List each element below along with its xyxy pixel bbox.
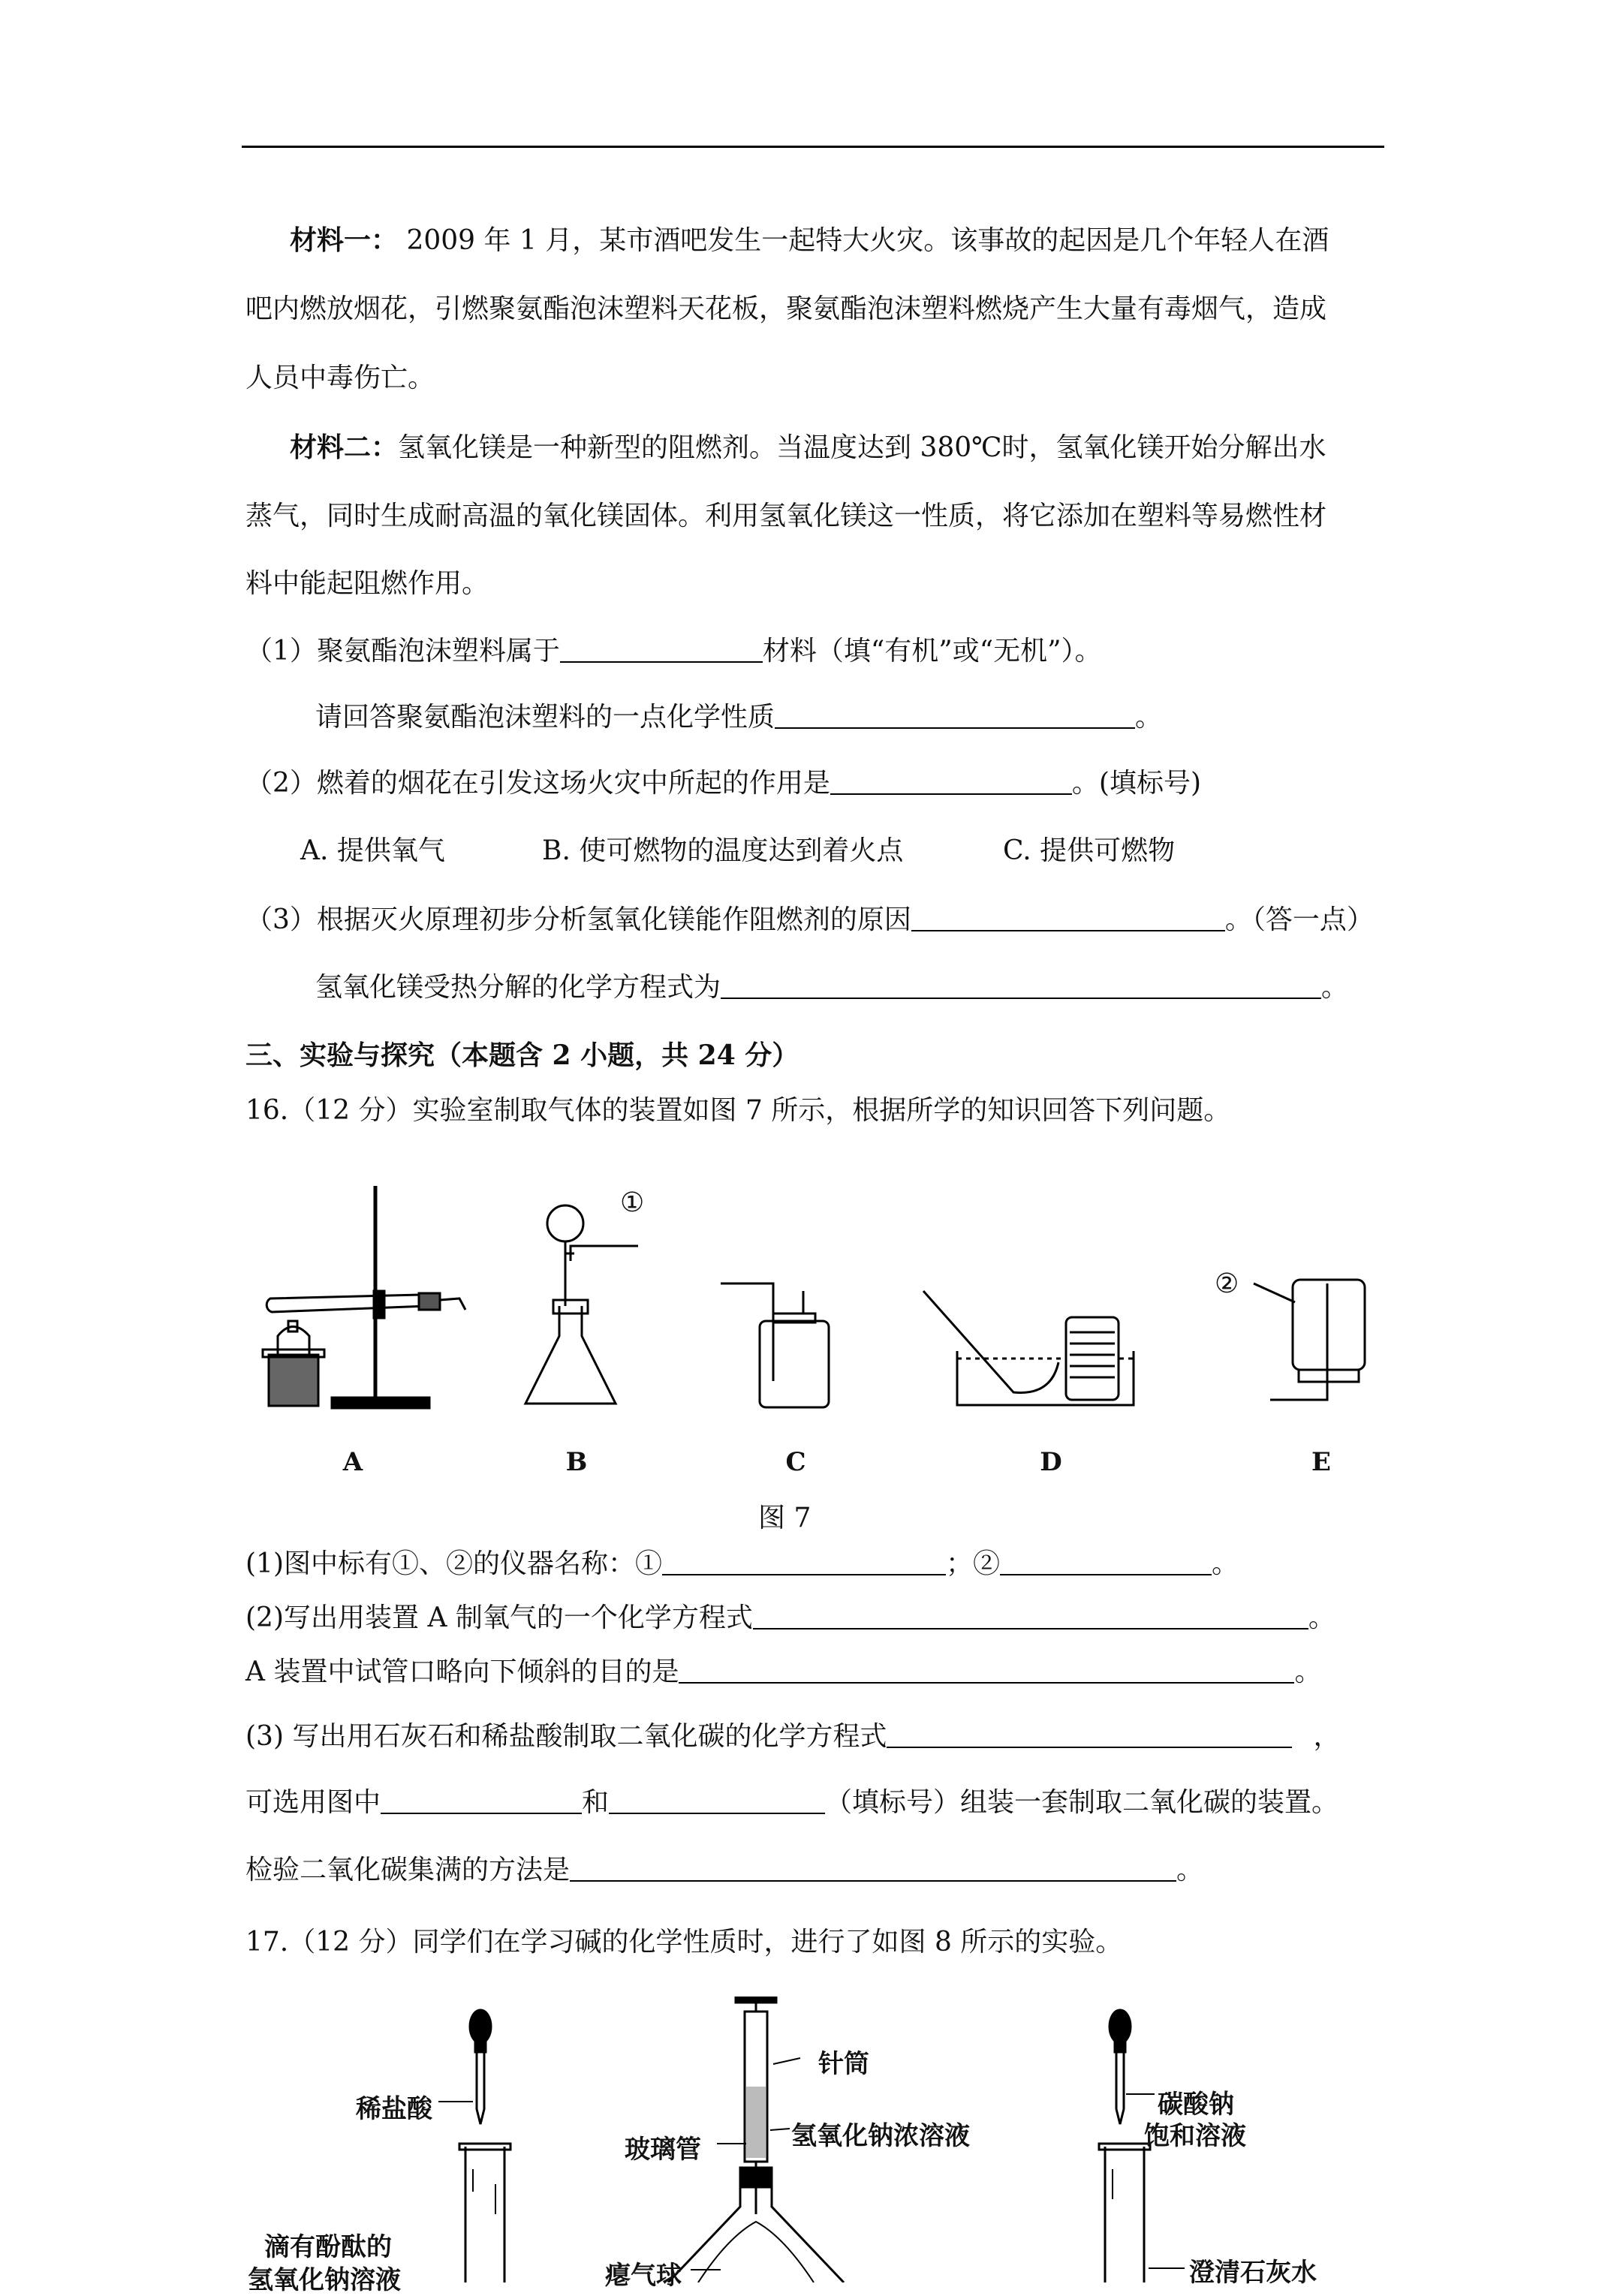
material2-text-line3: 料中能起阻燃作用。 bbox=[245, 568, 489, 599]
dropper-na2co3 bbox=[1110, 2010, 1131, 2124]
question-17: 17.（12 分）同学们在学习碱的化学性质时，进行了如图 8 所示的实验。 bbox=[245, 1927, 1123, 1957]
dropper-hcl bbox=[470, 2010, 491, 2124]
q16-1-suffix: 。 bbox=[1212, 1548, 1239, 1579]
fig8-label-syringe: 针筒 bbox=[818, 2049, 869, 2079]
q16-3c-blank[interactable] bbox=[570, 1855, 1176, 1882]
fig7-label-c: C bbox=[785, 1447, 806, 1477]
q3b-suffix: 。 bbox=[1321, 972, 1349, 1003]
question-16-2b bbox=[245, 1656, 1321, 1689]
q3a-answer-blank[interactable] bbox=[911, 904, 1225, 931]
fig8-label-phenol-1: 滴有酚酞的 bbox=[264, 2232, 392, 2262]
q1b-suffix: 。 bbox=[1135, 702, 1163, 733]
q2-option-b: B. 使可燃物的温度达到着火点 bbox=[542, 835, 904, 866]
test-tube-left bbox=[459, 2144, 510, 2282]
q16-1-mid: ；② bbox=[946, 1548, 1001, 1579]
material1-label: 材料一： bbox=[290, 224, 399, 256]
q16-2b-blank[interactable] bbox=[679, 1657, 1294, 1684]
test-tube-right bbox=[1099, 2144, 1150, 2282]
fig7-label-b: B bbox=[565, 1447, 588, 1477]
q16-2b-prompt: A 装置中试管口略向下倾斜的目的是 bbox=[245, 1657, 679, 1687]
fig7-label-e: E bbox=[1311, 1447, 1331, 1477]
q3a-suffix: 。（答一点） bbox=[1224, 904, 1374, 935]
q16-3b-blank-2[interactable] bbox=[609, 1787, 825, 1814]
q16-3c-prompt: 检验二氧化碳集满的方法是 bbox=[245, 1855, 571, 1885]
apparatus-a bbox=[263, 1186, 465, 1408]
apparatus-c bbox=[721, 1283, 829, 1407]
fig8-label-balloon: 瘪气球 bbox=[605, 2261, 682, 2291]
fig7-marker-1: ① bbox=[620, 1187, 645, 1218]
q16-3-prompt: (3) 写出用石灰石和稀盐酸制取二氧化碳的化学方程式 bbox=[245, 1721, 887, 1752]
q16-3b-mid: 和 bbox=[582, 1787, 610, 1818]
fig7-title: 图 7 bbox=[758, 1503, 812, 1533]
q2-prompt: （2）燃着的烟花在引发这场火灾中所起的作用是 bbox=[245, 768, 830, 799]
question-16-3 bbox=[245, 1720, 1340, 1753]
q16-2-suffix: 。 bbox=[1308, 1602, 1335, 1633]
fig8-label-naoh: 氢氧化钠浓溶液 bbox=[791, 2121, 970, 2151]
q1b-prompt: 请回答聚氨酯泡沫塑料的一点化学性质 bbox=[315, 702, 775, 733]
q2-option-c: C. 提供可燃物 bbox=[1003, 835, 1176, 866]
question-3b bbox=[315, 971, 1348, 1004]
q16-3-suffix: ， bbox=[1313, 1721, 1341, 1752]
q1a-prompt: （1）聚氨酯泡沫塑料属于 bbox=[245, 636, 560, 667]
material1-text-line1: 2009 年 1 月，某市酒吧发生一起特大火灾。该事故的起因是几个年轻人在酒 bbox=[398, 225, 1329, 256]
apparatus-e bbox=[1254, 1280, 1365, 1400]
material1-text-line3: 人员中毒伤亡。 bbox=[245, 363, 435, 393]
q16-3b-suffix: （填标号）组装一套制取二氧化碳的装置。 bbox=[825, 1787, 1339, 1818]
q2-option-a: A. 提供氧气 bbox=[300, 835, 445, 866]
q16-1-prompt: (1)图中标有①、②的仪器名称：① bbox=[245, 1548, 662, 1579]
q16-3-blank[interactable] bbox=[887, 1721, 1292, 1748]
material1-text-line2: 吧内燃放烟花，引燃聚氨酯泡沫塑料天花板，聚氨酯泡沫塑料燃烧产生大量有毒烟气，造成 bbox=[245, 293, 1327, 324]
section-3-heading: 三、实验与探究（本题含 2 小题，共 24 分） bbox=[245, 1040, 799, 1071]
fig7-label-d: D bbox=[1040, 1447, 1062, 1477]
q2-answer-blank[interactable] bbox=[830, 768, 1072, 795]
material2-label: 材料二： bbox=[290, 432, 399, 463]
fig7-label-a: A bbox=[342, 1447, 363, 1477]
header-rule bbox=[242, 146, 1384, 148]
material2-para-line1 bbox=[290, 431, 1326, 465]
q16-2-blank[interactable] bbox=[753, 1602, 1308, 1629]
fig8-label-na2co3-2: 饱和溶液 bbox=[1144, 2121, 1246, 2151]
q16-3b-blank-1[interactable] bbox=[381, 1787, 582, 1814]
question-2 bbox=[245, 767, 1201, 800]
fig8-label-na2co3-1: 碳酸钠 bbox=[1158, 2090, 1234, 2120]
question-16-3b bbox=[245, 1786, 1338, 1819]
apparatus-d bbox=[923, 1291, 1134, 1405]
question-1a bbox=[245, 635, 1102, 668]
q2-suffix: 。(填标号) bbox=[1071, 768, 1201, 799]
apparatus-b bbox=[525, 1205, 638, 1404]
figure-7-apparatus bbox=[248, 1171, 1396, 1486]
q16-1-blank-1[interactable] bbox=[662, 1548, 946, 1575]
question-16: 16.（12 分）实验室制取气体的装置如图 7 所示，根据所学的知识回答下列问题。 bbox=[245, 1095, 1231, 1126]
question-16-3c bbox=[245, 1854, 1203, 1887]
fig8-label-glass-tube: 玻璃管 bbox=[625, 2135, 701, 2165]
q16-3c-suffix: 。 bbox=[1176, 1855, 1204, 1885]
question-1b bbox=[315, 701, 1162, 734]
q1b-answer-blank[interactable] bbox=[775, 702, 1135, 729]
q16-2b-suffix: 。 bbox=[1294, 1657, 1322, 1687]
question-16-2 bbox=[245, 1602, 1335, 1635]
q16-1-blank-2[interactable] bbox=[1000, 1548, 1212, 1575]
question-16-1 bbox=[245, 1548, 1239, 1581]
q1a-suffix: 材料（填“有机”或“无机”）。 bbox=[762, 636, 1102, 667]
fig7-marker-2: ② bbox=[1215, 1268, 1239, 1299]
fig8-label-phenol-2: 氢氧化钠溶液 bbox=[248, 2265, 401, 2295]
material1-para-line1 bbox=[290, 224, 1329, 257]
question-3a bbox=[245, 904, 1374, 937]
fig8-label-limewater: 澄清石灰水 bbox=[1189, 2258, 1317, 2288]
q1a-answer-blank[interactable] bbox=[560, 636, 763, 663]
q3b-answer-blank[interactable] bbox=[721, 972, 1321, 999]
q3b-prompt: 氢氧化镁受热分解的化学方程式为 bbox=[315, 972, 721, 1003]
material2-text-line2: 蒸气，同时生成耐高温的氧化镁固体。利用氢氧化镁这一性质，将它添加在塑料等易燃性材 bbox=[245, 501, 1327, 531]
q3a-prompt: （3）根据灭火原理初步分析氢氧化镁能作阻燃剂的原因 bbox=[245, 904, 911, 935]
q16-2-prompt: (2)写出用装置 A 制氧气的一个化学方程式 bbox=[245, 1602, 753, 1633]
q16-3b-prompt: 可选用图中 bbox=[245, 1787, 381, 1818]
material2-text-line1: 氢氧化镁是一种新型的阻燃剂。当温度达到 380℃时，氢氧化镁开始分解出水 bbox=[398, 432, 1326, 463]
fig8-label-hcl: 稀盐酸 bbox=[356, 2094, 432, 2124]
